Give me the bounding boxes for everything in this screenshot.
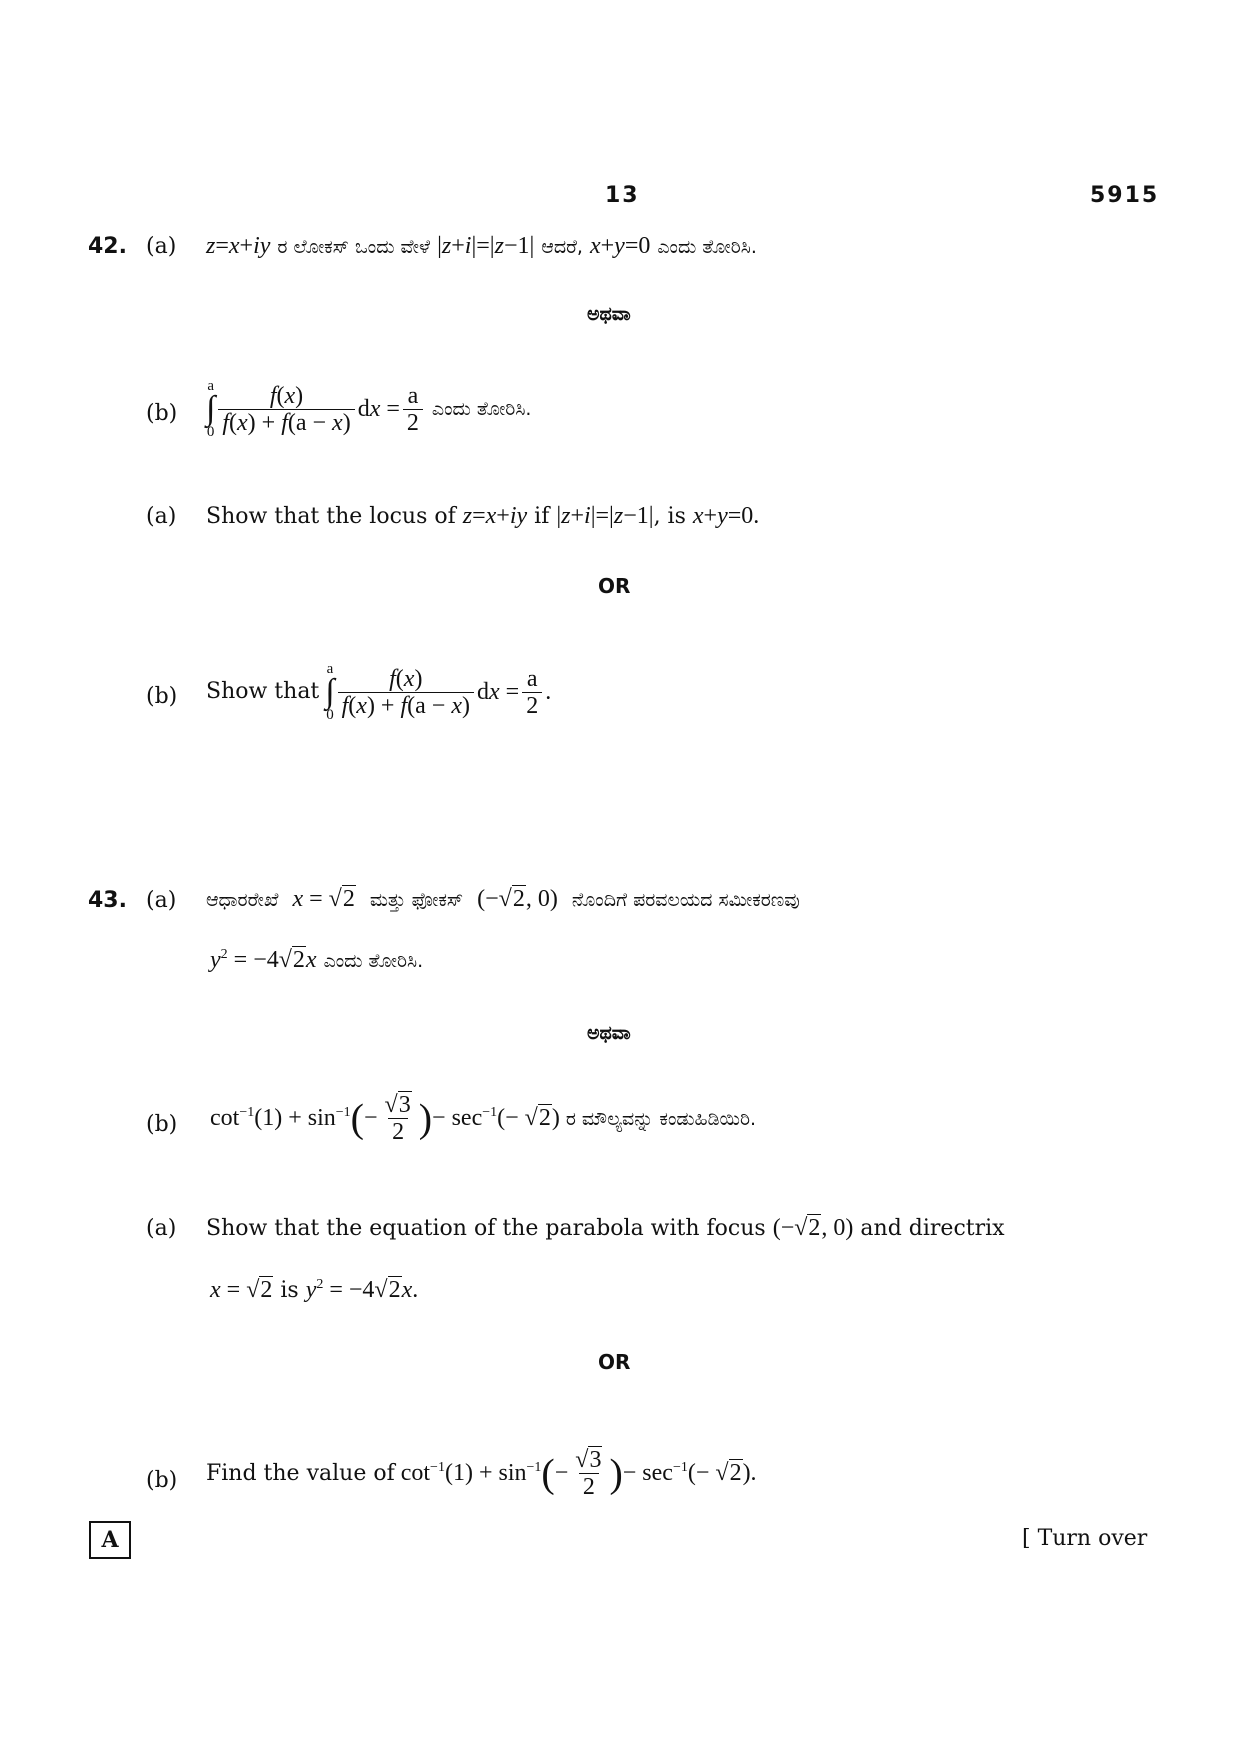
series-box: A bbox=[89, 1521, 131, 1559]
q43-en-a-label: (a) bbox=[146, 1216, 177, 1241]
q42-en-b-integral: Show that a ∫ 0 $\frac{f(x)}{f(x) + f(a - x)}$ dx = $\frac{a}{2}$ . bbox=[206, 661, 552, 723]
q42-en-b-label: (b) bbox=[146, 684, 178, 709]
q42-kn-a-text: z=x+iy ರ ಲೋಕಸ್ ಒಂದು ವೇಳೆ |z+i|=|z−1| ಆದರೆ, x+y=0 ಎಂದು ತೋರಿಸಿ. bbox=[206, 233, 757, 259]
q42-kn-b-integral: a ∫ 0 $\frac{f(x)}{f(x) + f(a - x)}$ dx = $\frac{a}{2}$ ಎಂದು ತೋರಿಸಿ. bbox=[206, 378, 532, 440]
q42-athava: ಅಥವಾ bbox=[587, 303, 631, 325]
q43-en-a-line2: x = √2 is $y^2 = -4√2x$. bbox=[210, 1277, 419, 1303]
question-42-number: 42. bbox=[88, 234, 127, 259]
q42-en-a-text: Show that the locus of z=x+iy if |z+i|=|z−1|, is x+y=0. bbox=[206, 503, 760, 529]
q42-kn-a-label: (a) bbox=[146, 234, 177, 259]
q42-or: OR bbox=[598, 574, 631, 598]
paper-code: 5915 bbox=[1090, 183, 1160, 208]
q43-kn-b-expression: $\cot^{-1}(1) + \sin^{-1}(-$ $\frac{√3}{2}$ )− $\sec^{-1}(- √2)$ ರ ಮೌಲ್ಯವನ್ನು ಕಂಡುಹಿಡಿಯಿರಿ. bbox=[210, 1092, 757, 1145]
q43-kn-a-line1: ಆಧಾರರೇಖೆ x = √2 ಮತ್ತು ಫೋಕಸ್ (−√2, 0) ನೊಂದಿಗೆ ಪರವಲಯದ ಸಮೀಕರಣವು bbox=[206, 886, 800, 912]
q42-en-a-label: (a) bbox=[146, 504, 177, 529]
q43-or: OR bbox=[598, 1350, 631, 1374]
q43-en-b-expression: Find the value of $\cot^{-1}(1) + \sin^{-1}(-$ $\frac{√3}{2}$ )− $\sec^{-1}(- √2)$. bbox=[206, 1447, 757, 1500]
q43-en-b-label: (b) bbox=[146, 1468, 178, 1493]
page-number: 13 bbox=[605, 183, 640, 208]
q42-kn-b-label: (b) bbox=[146, 401, 178, 426]
q43-en-a-line1: Show that the equation of the parabola with focus (−√2, 0) and directrix bbox=[206, 1215, 1005, 1241]
q43-kn-a-line2: $y^2 = -4√2x$ ಎಂದು ತೋರಿಸಿ. bbox=[210, 947, 424, 973]
turn-over-text: [ Turn over bbox=[1022, 1526, 1148, 1551]
question-43-number: 43. bbox=[88, 888, 127, 913]
q43-kn-a-label: (a) bbox=[146, 888, 177, 913]
q43-kn-b-label: (b) bbox=[146, 1112, 178, 1137]
q43-athava: ಅಥವಾ bbox=[587, 1022, 631, 1044]
